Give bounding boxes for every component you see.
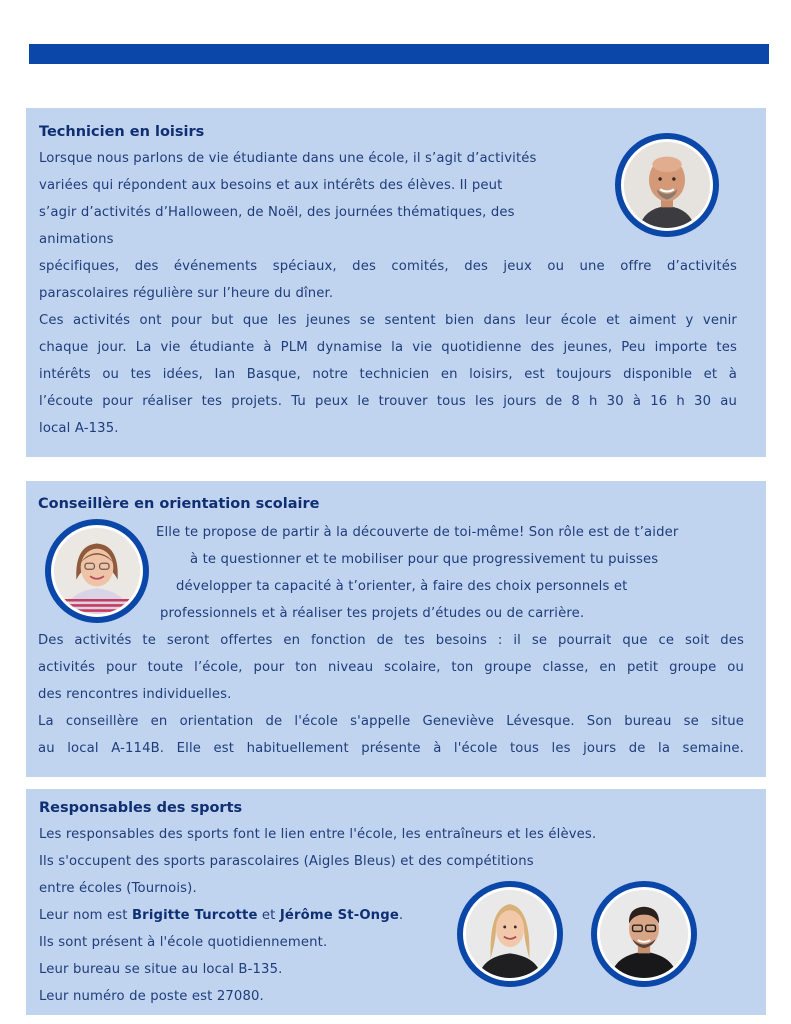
paragraph-line: intérêts ou tes idées, Ian Basque, notre technicien en loisirs, est toujours disponible et à: [39, 367, 737, 382]
section-title: Conseillère en orientation scolaire: [38, 496, 320, 512]
paragraph-line: La conseillère en orientation de l'école s'appelle Geneviève Lévesque. Son bureau se situe: [38, 714, 744, 729]
paragraph-line: au local A-114B. Elle est habituellement présente à l'école tous les jours de la semaine.: [38, 741, 744, 756]
paragraph-line: spécifiques, des événements spéciaux, des comités, des jeux ou une offre d’activités: [39, 259, 737, 274]
avatar-conseillere: [45, 519, 149, 623]
paragraph-line: Ils sont présent à l'école quotidiennement.: [39, 935, 328, 950]
paragraph-line: parascolaires régulière sur l’heure du dîner.: [39, 286, 334, 301]
paragraph-line: chaque jour. La vie étudiante à PLM dynamise la vie quotidienne des jeunes, Peu importe tes: [39, 340, 737, 355]
names-prefix: Leur nom est: [39, 908, 132, 923]
names-join: et: [257, 908, 280, 923]
coach-name-1: Brigitte Turcotte: [131, 908, 258, 923]
person-photo-icon: [54, 528, 140, 614]
paragraph-line: à te questionner et te mobiliser pour que progressivement tu puisses: [190, 552, 659, 567]
person-photo-icon: [624, 142, 710, 228]
paragraph-line: local A-135.: [39, 421, 119, 436]
paragraph-line: Leur bureau se situe au local B-135.: [39, 962, 283, 977]
names-suffix: .: [398, 908, 404, 923]
person-photo-icon: [466, 890, 554, 978]
section-technicien-loisirs: [26, 108, 766, 457]
paragraph-line: animations: [39, 232, 114, 247]
section-responsables-sports: [26, 789, 766, 1015]
paragraph-line: l’écoute pour réaliser tes projets. Tu peux le trouver tous les jours de 8 h 30 à 16 h 30 au: [39, 394, 737, 409]
paragraph-line: développer ta capacité à t’orienter, à faire des choix personnels et: [176, 579, 628, 594]
coach-name-2: Jérôme St-Onge: [279, 908, 399, 923]
paragraph-line: Leur numéro de poste est 27080.: [39, 989, 264, 1004]
section-title: Technicien en loisirs: [39, 124, 205, 140]
paragraph-line: Ces activités ont pour but que les jeunes se sentent bien dans leur école et aiment y venir: [39, 313, 737, 328]
paragraph-line: professionnels et à réaliser tes projets d’études ou de carrière.: [160, 606, 585, 621]
section-title: Responsables des sports: [39, 800, 243, 816]
paragraph-line: Des activités te seront offertes en fonction de tes besoins : il se pourrait que ce soit des: [38, 633, 744, 648]
section-conseillere-orientation: [26, 481, 766, 777]
names-line: [39, 908, 403, 923]
paragraph-line: s’agir d’activités d’Halloween, de Noël, des journées thématiques, des: [39, 205, 515, 220]
paragraph-line: Elle te propose de partir à la découverte de toi-même! Son rôle est de t’aider: [156, 525, 679, 540]
avatar-brigitte-turcotte: [457, 881, 563, 987]
person-photo-icon: [600, 890, 688, 978]
paragraph-line: activités pour toute l’école, pour ton niveau scolaire, ton groupe classe, en petit groupe ou: [38, 660, 744, 675]
paragraph-line: Ils s'occupent des sports parascolaires (Aigles Bleus) et des compétitions: [39, 854, 534, 869]
paragraph-line: des rencontres individuelles.: [38, 687, 232, 702]
top-banner-bar: [29, 44, 769, 64]
paragraph-line: Lorsque nous parlons de vie étudiante dans une école, il s’agit d’activités: [39, 151, 537, 166]
paragraph-line: Les responsables des sports font le lien entre l'école, les entraîneurs et les élèves.: [39, 827, 597, 842]
avatar-technicien: [615, 133, 719, 237]
avatar-jerome-st-onge: [591, 881, 697, 987]
paragraph-line: variées qui répondent aux besoins et aux intérêts des élèves. Il peut: [39, 178, 503, 193]
paragraph-line: entre écoles (Tournois).: [39, 881, 197, 896]
